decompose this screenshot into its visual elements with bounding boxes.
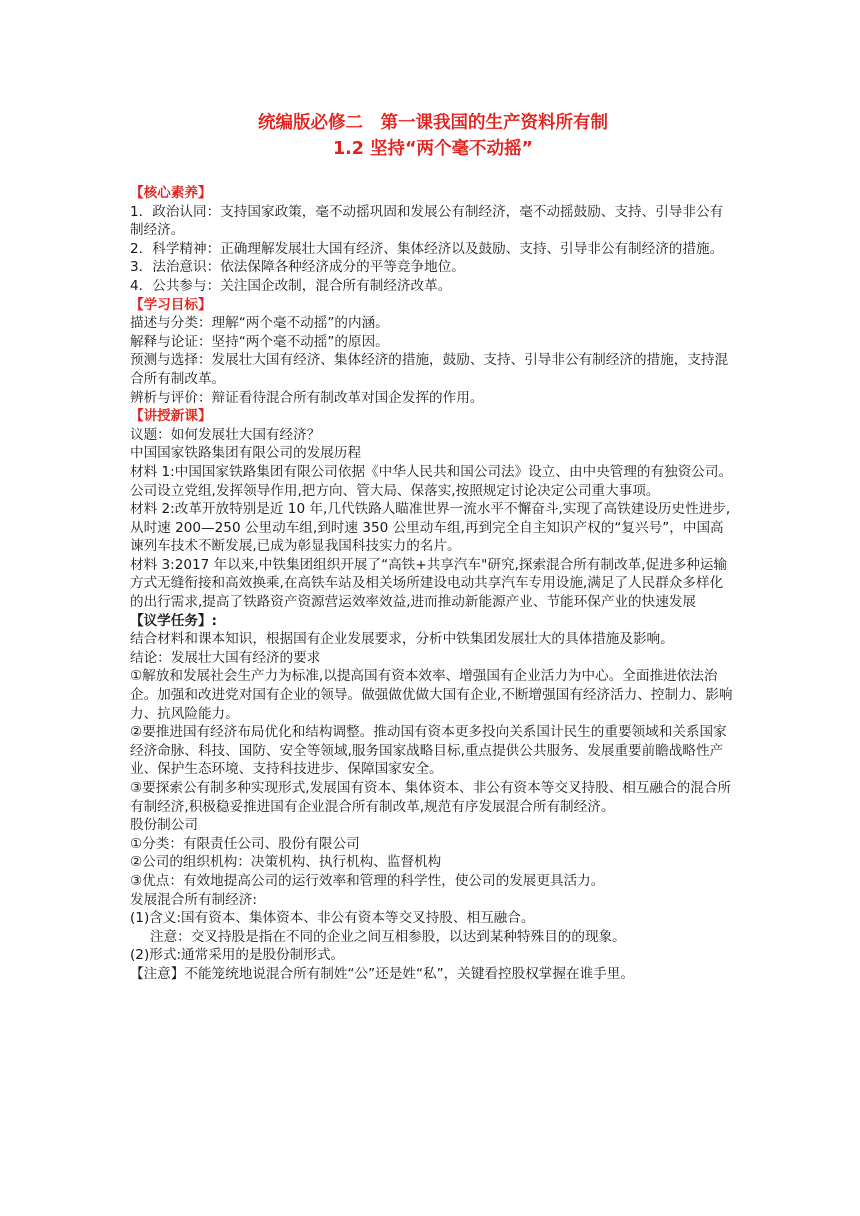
- case-title: 中国国家铁路集团有限公司的发展历程: [130, 445, 362, 462]
- attention-text: 不能笼统地说混合所有制姓“公”还是姓“私”，关键看控股权掌握在谁手里。: [184, 965, 634, 982]
- shareholding-item: ③优点：有效地提高公司的运行效率和管理的科学性，使公司的发展更具活力。: [130, 872, 605, 889]
- mixed-ownership-title: 发展混合所有制经济:: [130, 891, 257, 908]
- shareholding-item: ①分类：有限责任公司、股份有限公司: [130, 835, 360, 852]
- attention-note: [130, 965, 736, 984]
- task-prompt: 结合材料和课本知识，根据国有企业发展要求，分析中铁集团发展壮大的具体措施及影响。: [130, 631, 674, 648]
- core-item: 2．科学精神：正确理解发展壮大国有经济、集体经济以及鼓励、支持、引导非公有制经济的措施。: [130, 240, 724, 257]
- core-item: 4．公共参与：关注国企改制，混合所有制经济改革。: [130, 277, 452, 294]
- shareholding-item: ②公司的组织机构：决策机构、执行机构、监督机构: [130, 854, 442, 871]
- section-heading-task: 【议学任务】:: [130, 612, 217, 629]
- shareholding-title: 股份制公司: [130, 817, 198, 834]
- section-heading-goals: 【学习目标】: [130, 296, 212, 313]
- section-heading-lesson: 【讲授新课】: [130, 408, 212, 425]
- material-paragraph: 材料 2:改革开放特别是近 10 年,几代铁路人瞄准世界一流水平不懈奋斗,实现了高铁建设历史性进步,从时速 200—250 公里动车组,到时速 350 公里动车组,再到完全自主知识产权的“复兴号”，中国高谏列车技术不断发展,已成为彰显我国科技实力的名片。: [130, 501, 731, 555]
- material-paragraph: 材料 1:中国国家铁路集团有限公司依据《中华人民共和国公司法》设立、由中央管理的有独资公司。公司设立党组,发挥领导作用,把方向、管大局、保落实,按照规定讨论决定公司重大事项。: [130, 463, 733, 499]
- mixed-ownership-meaning: (1)含义:国有资本、集体资本、非公有资本等交叉持股、相互融合。: [130, 910, 535, 927]
- section-heading-core: 【核心素养】: [130, 185, 212, 201]
- lesson-topic: 议题：如何发展壮大国有经济？: [130, 426, 321, 443]
- document-subtitle: 1.2 坚持“两个毫不动摇”: [332, 139, 534, 159]
- document-title: 统编版必修二 第一课我国的生产资料所有制: [258, 113, 608, 133]
- task-point: ②要推进国有经济布局优化和结构调整。推动国有资本更多投向关系国计民生的重要领域和关系国家经济命脉、科技、国防、安全等领域,服务国家战略目标,重点提供公共服务、发展重要前瞻战略性产业、保护生态环境、支持科技进步、保障国家安全。: [130, 724, 727, 778]
- goal-item: 描述与分类：理解“两个毫不动摇”的内涵。: [130, 315, 389, 332]
- task-point: ①解放和发展社会生产力为标准,以提高国有资本效率、增强国有企业活力为中心。全面推进依法治企。加强和改进党对国有企业的领导。做强做优做大国有企业,不断增强国有经济活力、控制力、影响力、抗风险能力。: [130, 668, 733, 722]
- goal-item: 辨析与评价：辩证看待混合所有制改革对国企发挥的作用。: [130, 389, 484, 406]
- mixed-ownership-note: 注意：交叉持股是指在不同的企业之间互相参股，以达到某种特殊目的的现象。: [150, 928, 626, 945]
- goal-item: 预测与选择：发展壮大国有经济、集体经济的措施，鼓励、支持、引导非公有制经济的措施，支持混合所有制改革。: [130, 352, 729, 387]
- core-item: 3．法治意识：依法保障各种经济成分的平等竞争地位。: [130, 259, 465, 276]
- task-conclusion: 结论：发展壮大国有经济的要求: [130, 649, 321, 666]
- task-point: ③要探索公有制多种实现形式,发展国有资本、集体资本、非公有资本等交叉持股、相互融合的混合所有制经济,积极稳妥推进国有企业混合所有制改革,规范有序发展混合所有制经济。: [130, 780, 732, 815]
- goal-item: 解释与论证：坚持“两个毫不动摇”的原因。: [130, 333, 389, 350]
- attention-label: 【注意】: [130, 965, 185, 982]
- core-item: 1．政治认同：支持国家政策，毫不动摇巩固和发展公有制经济，毫不动摇鼓励、支持、引导非公有制经济。: [130, 203, 724, 239]
- material-paragraph: 材料 3:2017 年以来,中铁集团组织开展了“高铁+共享汽车"研究,探索混合所有制改革,促进多种运输方式无缝衔接和高效换乘,在高铁车站及相关场所建设电动共享汽车专用设施,满足了人民群众多样化的出行需求,提高了铁路资产资源营运效率效益,进而推动新能源产业、节能环保产业的快速发展: [130, 556, 728, 611]
- mixed-ownership-form: (2)形式:通常采用的是股份制形式。: [130, 947, 345, 964]
- document-page: [130, 110, 736, 984]
